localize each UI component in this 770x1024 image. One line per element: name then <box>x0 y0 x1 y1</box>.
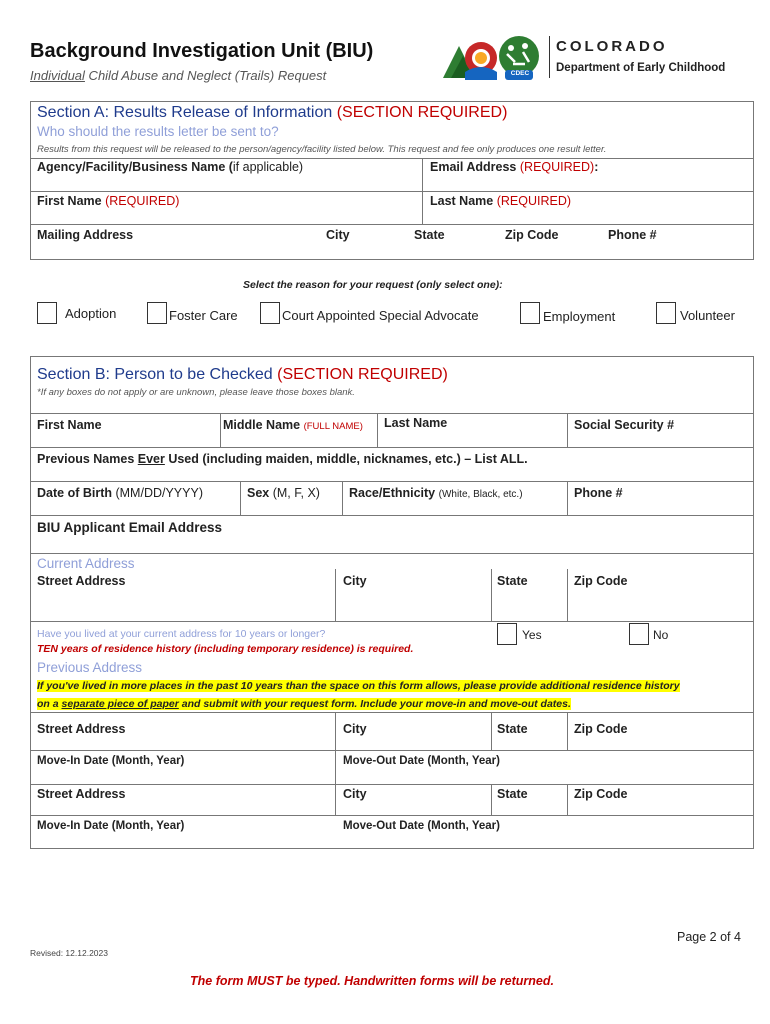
ssn-field[interactable]: Social Security # <box>574 418 675 432</box>
move-out-field-1[interactable]: Move-Out Date (Month, Year) <box>343 755 500 767</box>
court-appointed-checkbox[interactable] <box>260 302 280 324</box>
no-checkbox[interactable] <box>629 623 649 645</box>
middle-name-field[interactable]: Middle Name (FULL NAME) <box>223 418 363 432</box>
section-b-required: (SECTION REQUIRED) <box>277 366 448 383</box>
prev-state-field-1[interactable]: State <box>497 722 528 736</box>
yes-checkbox[interactable] <box>497 623 517 645</box>
foster-care-label: Foster Care <box>169 308 238 323</box>
current-street-field[interactable]: Street Address <box>37 574 126 588</box>
subtitle-rest: Child Abuse and Neglect (Trails) Request <box>84 68 327 83</box>
previous-names-field[interactable]: Previous Names Ever Used (including maiden, middle, nicknames, etc.) – List ALL. <box>37 452 528 466</box>
employment-checkbox[interactable] <box>520 302 540 324</box>
ten-years-question: Have you lived at your current address for 10 years or longer? <box>37 628 326 640</box>
revised-date: Revised: 12.12.2023 <box>30 948 108 958</box>
court-appointed-label: Court Appointed Special Advocate <box>282 308 479 323</box>
page-number: Page 2 of 4 <box>677 930 741 944</box>
last-name-field-b[interactable]: Last Name <box>384 416 448 430</box>
applicant-email-field[interactable]: BIU Applicant Email Address <box>37 520 223 535</box>
prev-zip-field-2[interactable]: Zip Code <box>574 787 628 801</box>
city-field-a[interactable]: City <box>326 228 350 242</box>
subtitle-individual: Individual <box>30 68 85 83</box>
dob-field[interactable]: Date of Birth (MM/DD/YYYY) <box>37 486 203 500</box>
email-address-field[interactable]: Email Address (REQUIRED): <box>430 160 599 174</box>
first-name-field-b[interactable]: First Name <box>37 418 102 432</box>
prev-state-field-2[interactable]: State <box>497 787 528 801</box>
section-a-heading: Section A: Results Release of Information (SECTION REQUIRED) <box>37 104 508 121</box>
current-zip-field[interactable]: Zip Code <box>574 574 628 588</box>
logo-state-name: COLORADO <box>556 38 668 55</box>
volunteer-checkbox[interactable] <box>656 302 676 324</box>
phone-field-a[interactable]: Phone # <box>608 228 657 242</box>
adoption-checkbox[interactable] <box>37 302 57 324</box>
section-a-note: Results from this request will be released to the person/agency/facility listed below. This request and fee only produces one result letter. <box>37 144 607 155</box>
agency-name-field[interactable]: Agency/Facility/Business Name (if applicable) <box>37 160 304 174</box>
current-state-field[interactable]: State <box>497 574 528 588</box>
prev-zip-field-1[interactable]: Zip Code <box>574 722 628 736</box>
move-out-field-2[interactable]: Move-Out Date (Month, Year) <box>343 820 500 832</box>
volunteer-label: Volunteer <box>680 308 735 323</box>
adoption-label: Adoption <box>65 306 117 321</box>
prev-street-field-2[interactable]: Street Address <box>37 787 126 801</box>
typed-form-warning: The form MUST be typed. Handwritten forms will be returned. <box>190 974 554 988</box>
move-in-field-1[interactable]: Move-In Date (Month, Year) <box>37 755 185 767</box>
move-in-field-2[interactable]: Move-In Date (Month, Year) <box>37 820 185 832</box>
previous-address-heading: Previous Address <box>37 660 143 675</box>
phone-field-b[interactable]: Phone # <box>574 486 623 500</box>
prev-street-field-1[interactable]: Street Address <box>37 722 126 736</box>
logo-divider <box>549 36 550 78</box>
page-subtitle <box>30 68 326 83</box>
ten-years-note: TEN years of residence history (including temporary residence) is required. <box>37 643 414 655</box>
section-a-question: Who should the results letter be sent to? <box>37 124 279 139</box>
zip-field-a[interactable]: Zip Code <box>505 228 559 242</box>
current-address-heading: Current Address <box>37 556 135 571</box>
mailing-address-field[interactable]: Mailing Address <box>37 228 134 242</box>
reason-prompt: Select the reason for your request (only select one): <box>243 279 503 291</box>
sex-field[interactable]: Sex (M, F, X) <box>247 486 320 500</box>
prev-city-field-1[interactable]: City <box>343 722 367 736</box>
section-a-required: (SECTION REQUIRED) <box>336 104 508 121</box>
page-title: Background Investigation Unit (BIU) <box>30 40 374 62</box>
logo-department: Department of Early Childhood <box>556 62 726 74</box>
state-field-a[interactable]: State <box>414 228 445 242</box>
foster-care-checkbox[interactable] <box>147 302 167 324</box>
race-field[interactable]: Race/Ethnicity (White, Black, etc.) <box>349 486 523 500</box>
section-b-heading: Section B: Person to be Checked (SECTION REQUIRED) <box>37 366 448 383</box>
no-label: No <box>653 628 669 642</box>
logo-badge: CDEC <box>510 70 530 77</box>
yes-label: Yes <box>522 628 542 642</box>
previous-address-note: If you've lived in more places in the past 10 years than the space on this form allows, please provide additional residence history on a separate piece of paper and submit with your request form. Include your move-in and move-out dates. <box>37 680 680 710</box>
employment-label: Employment <box>543 309 616 324</box>
last-name-field-a[interactable]: Last Name (REQUIRED) <box>430 194 572 208</box>
section-b-note: *If any boxes do not apply or are unknown, please leave those boxes blank. <box>37 387 355 398</box>
first-name-field-a[interactable]: First Name (REQUIRED) <box>37 194 180 208</box>
current-city-field[interactable]: City <box>343 574 367 588</box>
prev-city-field-2[interactable]: City <box>343 787 367 801</box>
